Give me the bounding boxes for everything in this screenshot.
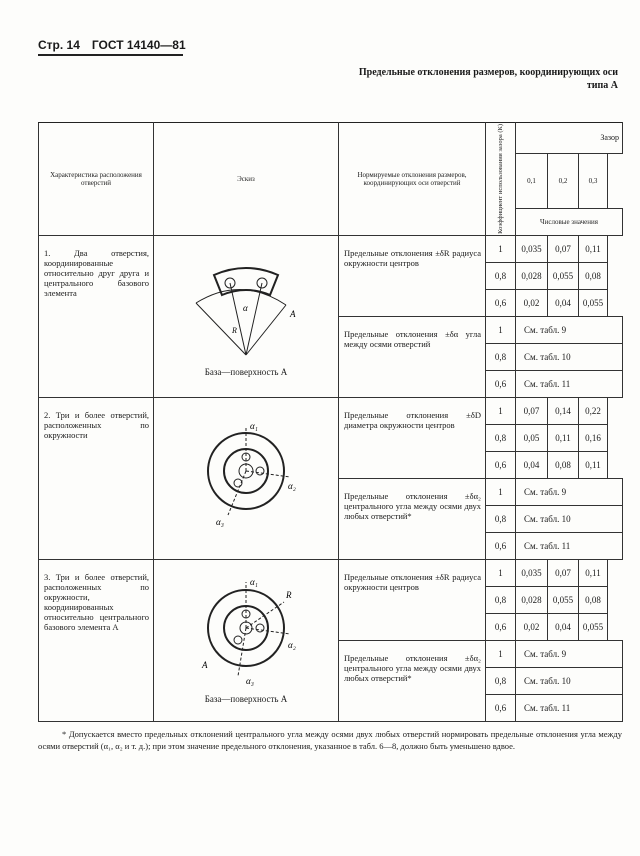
svg-text:α₂: α₂	[288, 481, 296, 492]
norm-cell: Предельные отклонения ±δD диаметра окружности центров	[339, 397, 486, 478]
svg-text:R: R	[232, 325, 237, 335]
svg-text:α₃: α₃	[216, 517, 224, 528]
value-cell: 0,055	[579, 289, 608, 316]
sketch-caption: База—поверхность А	[204, 693, 288, 704]
arrangement-cell: 1. Два отверстия, координированные относительно друг друга и центрального базового элемента	[39, 235, 154, 397]
value-cell: 0,055	[579, 613, 608, 640]
svg-text:α: α	[243, 302, 248, 313]
sketch-wrap	[154, 572, 338, 709]
value-cell: 0,11	[579, 559, 608, 586]
arrangement-cell: 3. Три и более отверстий, расположенных по окружности, координированных относительно центрального базового элемента А	[39, 559, 154, 721]
coef-label: Коэффициент использования зазора (К)	[497, 124, 504, 234]
see-table-ref: См. табл. 10	[516, 505, 623, 532]
coef-value: 0,8	[486, 262, 516, 289]
value-cell: 0,07	[548, 559, 579, 586]
value-cell: 0,08	[579, 586, 608, 613]
spacer	[608, 262, 623, 289]
page-number: Стр. 14	[38, 38, 80, 52]
coef-value: 0,6	[486, 694, 516, 721]
spacer	[608, 235, 623, 262]
value-cell: 0,055	[548, 262, 579, 289]
sketch-cell	[154, 397, 339, 559]
value-cell: 0,04	[548, 613, 579, 640]
svg-text:R: R	[286, 589, 292, 600]
see-table-ref: См. табл. 11	[516, 370, 623, 397]
svg-text:α₂: α₂	[288, 639, 296, 650]
footnote: * Допускается вместо предельных отклонений центрального угла между осями двух любых отверстий нормировать предельные отклонения угла между осями отверстий (α₁, α₂ и т. д.); при этом значение предельного отклонения, указанное в табл. 6—8, должно быть уменьшено вдвое.	[38, 728, 622, 751]
table-row	[39, 235, 623, 262]
value-cell: 0,04	[548, 289, 579, 316]
spacer	[608, 424, 623, 451]
svg-text:α₁: α₁	[250, 421, 258, 432]
coef-value: 0,6	[486, 613, 516, 640]
sketch-drawing	[186, 419, 306, 531]
spacer	[608, 613, 623, 640]
deviations-table	[38, 122, 623, 722]
arrangement-cell: 2. Три и более отверстий, расположенных по окружности	[39, 397, 154, 559]
spacer	[608, 289, 623, 316]
norm-cell: Предельные отклонения ±δα₂ центрального угла между осями двух любых отверстий*	[339, 640, 486, 721]
value-cell: 0,028	[516, 586, 548, 613]
coef-value: 0,8	[486, 667, 516, 694]
value-cell: 0,028	[516, 262, 548, 289]
value-cell: 0,16	[579, 424, 608, 451]
value-cell: 0,08	[548, 451, 579, 478]
coef-value: 0,6	[486, 289, 516, 316]
value-cell: 0,02	[516, 289, 548, 316]
col-header-char: Характеристика расположения отверстий	[39, 123, 154, 236]
see-table-ref: См. табл. 9	[516, 640, 623, 667]
coef-value: 1	[486, 478, 516, 505]
see-table-ref: См. табл. 11	[516, 532, 623, 559]
value-cell: 0,04	[516, 451, 548, 478]
value-cell: 0,07	[548, 235, 579, 262]
value-cell: 0,05	[516, 424, 548, 451]
sketch-cell	[154, 559, 339, 721]
spacer	[608, 559, 623, 586]
spacer	[608, 451, 623, 478]
coef-value: 0,8	[486, 424, 516, 451]
svg-text:α₃: α₃	[246, 675, 254, 686]
see-table-ref: См. табл. 10	[516, 667, 623, 694]
value-cell: 0,11	[548, 424, 579, 451]
coef-value: 0,6	[486, 370, 516, 397]
norm-cell: Предельные отклонения ±δα угла между осями отверстий	[339, 316, 486, 397]
see-table-ref: См. табл. 9	[516, 316, 623, 343]
sketch-drawing	[186, 576, 306, 688]
svg-text:α₁: α₁	[250, 576, 258, 587]
title-line-1: Предельные отклонения размеров, координирующих оси	[358, 67, 618, 78]
gap-0-3: 0,3	[579, 154, 608, 208]
sketch-wrap	[154, 251, 338, 382]
col-header-norm: Нормируемые отклонения размеров, координирующих оси отверстий	[339, 123, 486, 236]
value-cell: 0,02	[516, 613, 548, 640]
svg-text:A: A	[290, 308, 296, 319]
header-rule	[38, 54, 183, 56]
coef-value: 0,8	[486, 586, 516, 613]
coef-value: 1	[486, 316, 516, 343]
table-row	[39, 397, 623, 424]
value-cell: 0,11	[579, 451, 608, 478]
col-header-coef	[486, 123, 516, 236]
see-table-ref: См. табл. 9	[516, 478, 623, 505]
norm-cell: Предельные отклонения ±δα₂ центрального угла между осями двух любых отверстий*	[339, 478, 486, 559]
gap-0-2: 0,2	[548, 154, 579, 208]
coef-value: 0,6	[486, 451, 516, 478]
title-line-2: типа А	[586, 80, 618, 91]
svg-text:A: A	[202, 659, 208, 670]
content-flow	[38, 122, 622, 752]
sketch-wrap	[154, 415, 338, 541]
value-cell: 0,07	[516, 397, 548, 424]
sketch-cell	[154, 235, 339, 397]
value-cell: 0,14	[548, 397, 579, 424]
col-header-sketch: Эскиз	[154, 123, 339, 236]
numeric-values-label: Числовые значения	[516, 208, 623, 235]
sketch-drawing	[186, 255, 306, 361]
table-row	[39, 559, 623, 586]
value-cell: 0,11	[579, 235, 608, 262]
value-cell: 0,055	[548, 586, 579, 613]
coef-value: 0,8	[486, 505, 516, 532]
coef-value: 1	[486, 235, 516, 262]
value-cell: 0,22	[579, 397, 608, 424]
coef-value: 1	[486, 559, 516, 586]
col-header-gap: Зазор	[516, 123, 623, 154]
spacer	[608, 397, 623, 424]
spacer	[608, 586, 623, 613]
norm-cell: Предельные отклонения ±δR радиуса окружности центров	[339, 559, 486, 640]
norm-cell: Предельные отклонения ±δR радиуса окружности центров	[339, 235, 486, 316]
page-header	[38, 38, 198, 52]
value-cell: 0,035	[516, 235, 548, 262]
table-title	[359, 66, 618, 92]
sketch-caption: База—поверхность А	[204, 366, 288, 377]
gap-0-1: 0,1	[516, 154, 548, 208]
coef-value: 0,6	[486, 532, 516, 559]
value-cell: 0,035	[516, 559, 548, 586]
coef-value: 1	[486, 640, 516, 667]
see-table-ref: См. табл. 10	[516, 343, 623, 370]
see-table-ref: См. табл. 11	[516, 694, 623, 721]
gap-blank	[608, 154, 623, 208]
coef-value: 1	[486, 397, 516, 424]
coef-value: 0,8	[486, 343, 516, 370]
standard-number: ГОСТ 14140—81	[91, 38, 186, 52]
value-cell: 0,08	[579, 262, 608, 289]
